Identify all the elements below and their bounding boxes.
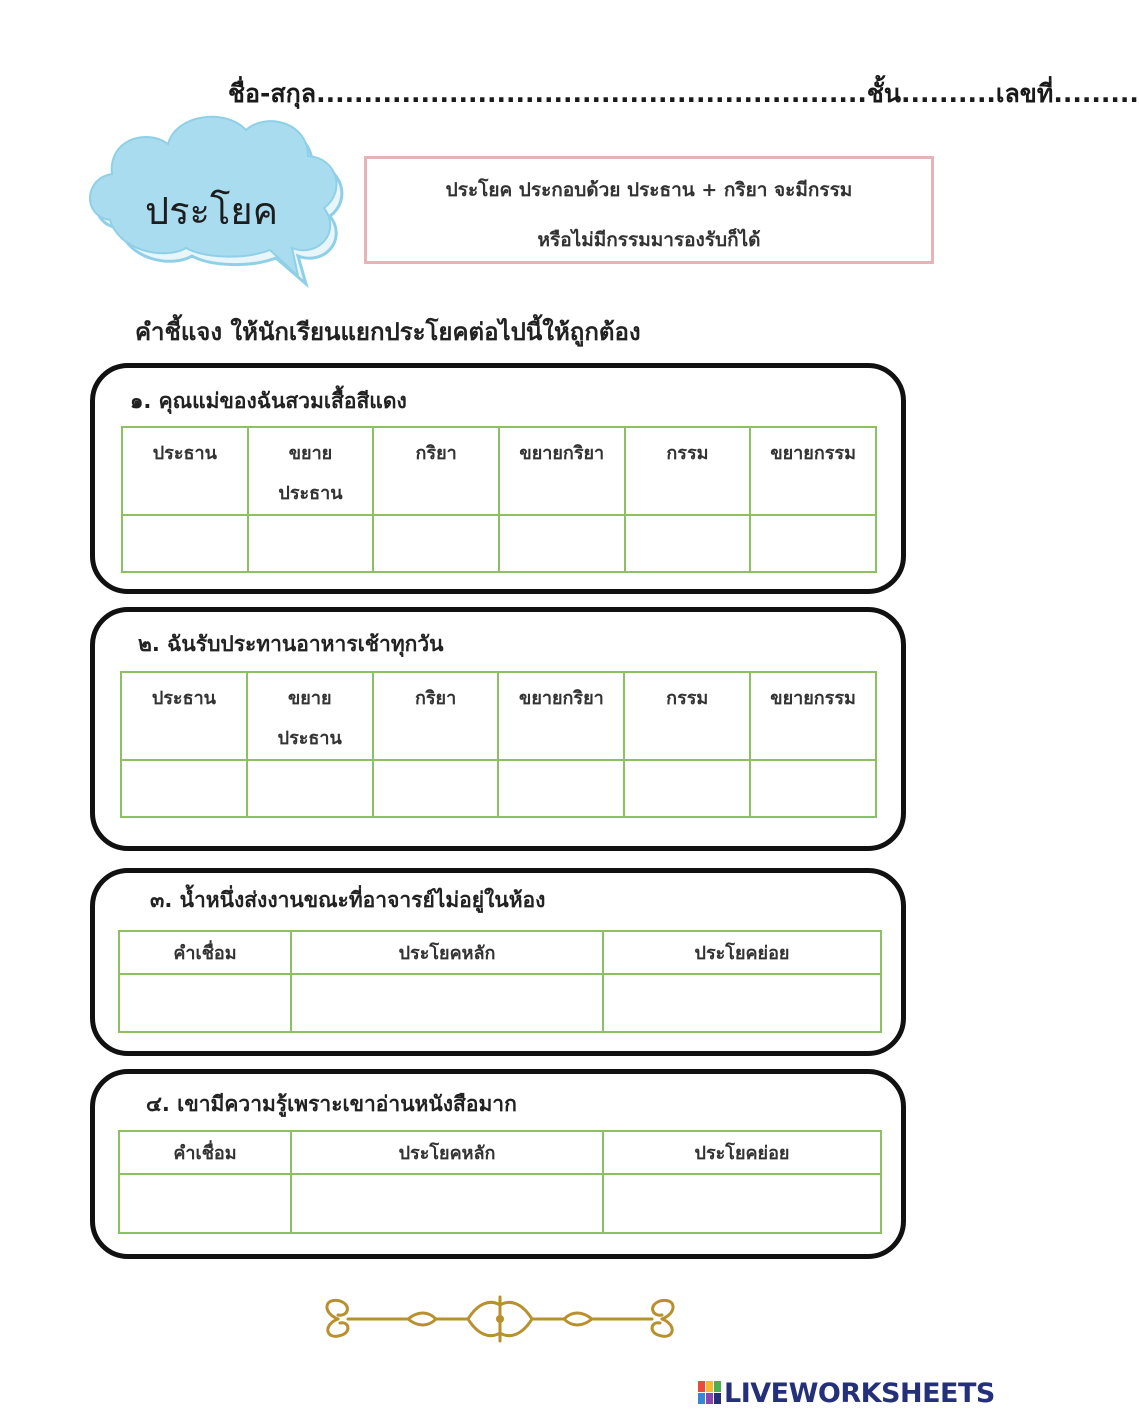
header-subject: ประธาน xyxy=(121,672,247,760)
analysis-table-1 xyxy=(121,426,877,573)
header-subject: ประธาน xyxy=(122,427,248,515)
answer-cell[interactable] xyxy=(119,974,291,1032)
answer-cell[interactable] xyxy=(247,760,373,817)
header-subordinate-clause: ประโยคย่อย xyxy=(603,1131,881,1174)
answer-cell[interactable] xyxy=(373,760,499,817)
question-title-1: ๑. คุณแม่ของฉันสวมเสื้อสีแดง xyxy=(130,389,407,413)
decorative-divider-icon xyxy=(318,1293,682,1345)
answer-cell[interactable] xyxy=(121,760,247,817)
question-title-2: ๒. ฉันรับประทานอาหารเช้าทุกวัน xyxy=(138,632,444,656)
analysis-table-3 xyxy=(118,930,882,1033)
liveworksheets-logo-text: LIVEWORKSHEETS xyxy=(724,1378,995,1409)
header-conjunction: คำเชื่อม xyxy=(119,1131,291,1174)
header-main-clause: ประโยคหลัก xyxy=(291,931,603,974)
liveworksheets-logo xyxy=(698,1378,994,1408)
answer-cell[interactable] xyxy=(624,760,750,817)
header-subject-modifier xyxy=(248,427,374,515)
answer-cell[interactable] xyxy=(499,515,625,572)
instruction-text: คำชี้แจง ให้นักเรียนแยกประโยคต่อไปนี้ให้ถูกต้อง xyxy=(135,318,641,346)
header-main-clause: ประโยคหลัก xyxy=(291,1131,603,1174)
answer-cell[interactable] xyxy=(750,760,876,817)
header-verb: กริยา xyxy=(373,427,499,515)
header-verb-modifier: ขยายกริยา xyxy=(498,672,624,760)
answer-cell[interactable] xyxy=(750,515,876,572)
header-subject-modifier-text: ขยาย ประธาน xyxy=(277,688,342,749)
cloud-title: ประโยค xyxy=(145,189,279,233)
definition-box xyxy=(364,156,934,264)
header-subordinate-clause: ประโยคย่อย xyxy=(603,931,881,974)
analysis-table-2 xyxy=(120,671,877,818)
answer-cell[interactable] xyxy=(603,974,881,1032)
answer-cell[interactable] xyxy=(373,515,499,572)
answer-cell[interactable] xyxy=(498,760,624,817)
answer-cell[interactable] xyxy=(603,1174,881,1233)
header-subject-modifier-text: ขยาย ประธาน xyxy=(278,443,343,504)
answer-cell[interactable] xyxy=(122,515,248,572)
answer-cell[interactable] xyxy=(291,974,603,1032)
answer-cell[interactable] xyxy=(625,515,751,572)
question-title-4: ๔. เขามีความรู้เพราะเขาอ่านหนังสือมาก xyxy=(146,1092,517,1116)
question-title-3: ๓. น้ำหนึ่งส่งงานขณะที่อาจารย์ไม่อยู่ในห้อง xyxy=(150,888,546,912)
answer-cell[interactable] xyxy=(248,515,374,572)
liveworksheets-logo-icon xyxy=(698,1381,722,1405)
answer-cell[interactable] xyxy=(119,1174,291,1233)
header-object: กรรม xyxy=(624,672,750,760)
header-verb: กริยา xyxy=(373,672,499,760)
definition-line-2: หรือไม่มีกรรมมารองรับก็ได้ xyxy=(537,229,761,251)
student-info-line: ชื่อ-สกุล..........................................................ชั้น..........เลขที่......... xyxy=(228,79,1139,108)
answer-cell[interactable] xyxy=(291,1174,603,1233)
analysis-table-4 xyxy=(118,1130,882,1234)
definition-line-1: ประโยค ประกอบด้วย ประธาน + กริยา จะมีกรรม xyxy=(445,179,853,201)
header-object-modifier: ขยายกรรม xyxy=(750,672,876,760)
header-verb-modifier: ขยายกริยา xyxy=(499,427,625,515)
header-object-modifier: ขยายกรรม xyxy=(750,427,876,515)
header-conjunction: คำเชื่อม xyxy=(119,931,291,974)
header-object: กรรม xyxy=(625,427,751,515)
header-subject-modifier xyxy=(247,672,373,760)
